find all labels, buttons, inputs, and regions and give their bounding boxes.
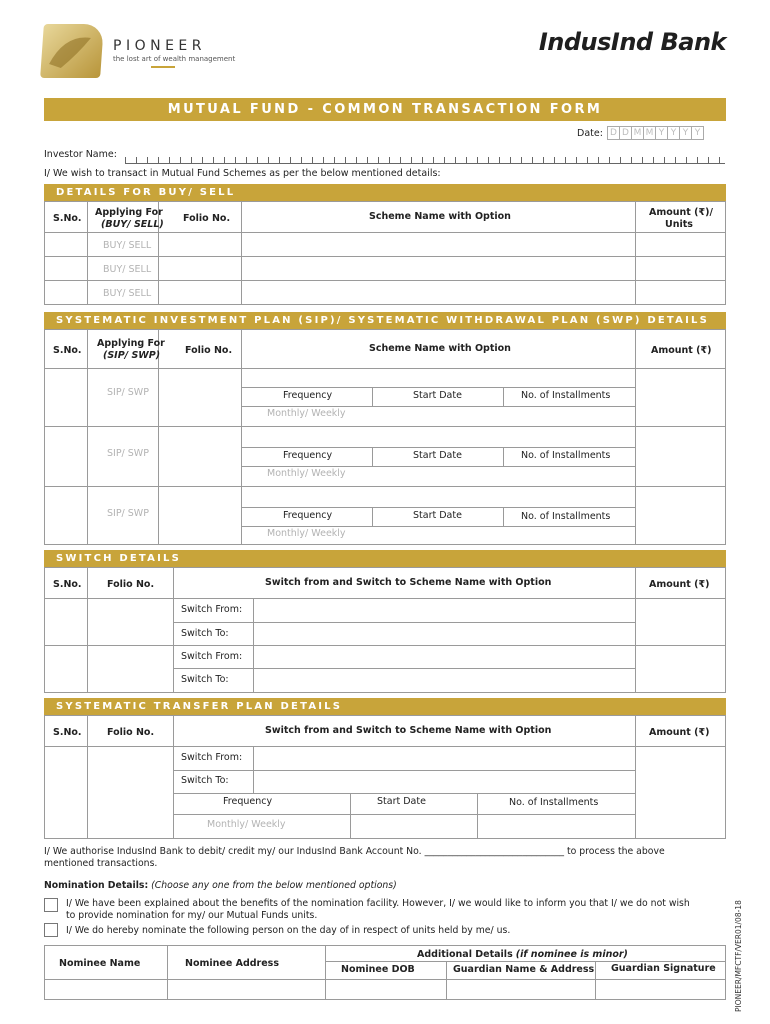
option-1-line-1: I/ We have been explained about the benefits of the nomination facility. However, I/ we would like to inform you that I/ we do not wish: [66, 898, 690, 909]
start-date-label: Start Date: [377, 796, 426, 807]
sip-row-2[interactable]: SIP/ SWP: [107, 448, 149, 459]
installments-label: No. of Installments: [521, 390, 611, 401]
col-nominee-dob: Nominee DOB: [341, 964, 415, 975]
date-box[interactable]: Y: [691, 126, 704, 140]
col-folio: Folio No.: [107, 579, 155, 590]
col-sno: S.No.: [53, 213, 82, 224]
col-folio: Folio No.: [107, 727, 155, 738]
date-label: Date:: [577, 128, 603, 139]
col-scheme: Switch from and Switch to Scheme Name with Option: [265, 725, 552, 736]
additional-details: [417, 949, 628, 960]
installments-label: No. of Installments: [521, 511, 611, 522]
authorise-line-1: I/ We authorise IndusInd Bank to debit/ credit my/ our IndusInd Bank Account No. ______________________________ to process the above: [44, 846, 665, 857]
frequency-option[interactable]: Monthly/ Weekly: [267, 528, 346, 539]
no-nomination-checkbox[interactable]: [44, 898, 58, 912]
col-nominee-name: Nominee Name: [59, 958, 141, 969]
col-amount: Amount (₹)/: [649, 207, 713, 218]
form-title: MUTUAL FUND - COMMON TRANSACTION FORM: [44, 98, 726, 121]
switch-table: [44, 567, 726, 693]
start-date-label: Start Date: [413, 390, 462, 401]
date-box[interactable]: D: [607, 126, 620, 140]
switch-to-label: Switch To:: [181, 674, 229, 685]
frequency-label: Frequency: [223, 796, 273, 807]
buy-sell-table: [44, 201, 726, 305]
sip-swp-table: [44, 329, 726, 545]
col-folio: Folio No.: [185, 345, 233, 356]
date-box[interactable]: M: [643, 126, 656, 140]
installments-label: No. of Installments: [509, 797, 599, 808]
pioneer-logo-text: PIONEER: [113, 38, 206, 54]
buy-sell-row-3[interactable]: BUY/ SELL: [103, 288, 152, 299]
switch-from-label: Switch From:: [181, 752, 243, 763]
frequency-option[interactable]: Monthly/ Weekly: [207, 819, 286, 830]
col-scheme: Switch from and Switch to Scheme Name with Option: [265, 577, 552, 588]
frequency-label: Frequency: [283, 390, 333, 401]
pioneer-logo-emblem: [40, 24, 104, 78]
nominee-table: [44, 945, 726, 1000]
nominate-checkbox[interactable]: [44, 923, 58, 937]
col-applying-for: Applying For: [97, 338, 165, 349]
sip-row-3[interactable]: SIP/ SWP: [107, 508, 149, 519]
col-folio: Folio No.: [183, 213, 231, 224]
additional-note: (if nominee is minor): [515, 949, 628, 960]
col-amount-sub: Units: [665, 219, 693, 230]
option-1-line-2: to provide nomination for my/ our Mutual Funds units.: [66, 910, 318, 921]
col-guardian-name: Guardian Name & Address: [453, 964, 595, 975]
col-amount: Amount (₹): [649, 579, 710, 590]
bank-logo: IndusInd Bank: [538, 28, 726, 56]
start-date-label: Start Date: [413, 450, 462, 461]
pioneer-logo-tagline: the lost art of wealth management: [113, 55, 236, 63]
sip-row-1[interactable]: SIP/ SWP: [107, 387, 149, 398]
nomination-label: Nomination Details:: [44, 880, 149, 891]
col-sno: S.No.: [53, 727, 82, 738]
frequency-option[interactable]: Monthly/ Weekly: [267, 408, 346, 419]
date-boxes[interactable]: [608, 126, 704, 140]
logo-underline: [151, 66, 175, 68]
intro-text: I/ We wish to transact in Mutual Fund Schemes as per the below mentioned details:: [44, 168, 441, 179]
col-nominee-address: Nominee Address: [185, 958, 279, 969]
investor-name-field[interactable]: [125, 157, 725, 164]
nomination-note: (Choose any one from the below mentioned options): [151, 880, 397, 891]
stp-section-title: SYSTEMATIC TRANSFER PLAN DETAILS: [44, 698, 726, 715]
col-scheme: Scheme Name with Option: [369, 343, 511, 354]
col-sno: S.No.: [53, 345, 82, 356]
col-applying-for: Applying For: [95, 207, 163, 218]
additional-label: Additional Details: [417, 949, 513, 960]
switch-to-label: Switch To:: [181, 775, 229, 786]
switch-from-label: Switch From:: [181, 651, 243, 662]
frequency-option[interactable]: Monthly/ Weekly: [267, 468, 346, 479]
date-box[interactable]: M: [631, 126, 644, 140]
nomination-heading: [44, 880, 397, 891]
switch-section-title: SWITCH DETAILS: [44, 550, 726, 567]
form-version-code: PIONEER/MFCTF/VER01/08-18: [734, 900, 743, 1012]
option-2: I/ We do hereby nominate the following person on the day of in respect of units held by me/ us.: [66, 925, 511, 936]
date-box[interactable]: Y: [667, 126, 680, 140]
date-box[interactable]: D: [619, 126, 632, 140]
date-box[interactable]: Y: [655, 126, 668, 140]
start-date-label: Start Date: [413, 510, 462, 521]
buy-sell-section-title: DETAILS FOR BUY/ SELL: [44, 184, 726, 201]
sip-swp-section-title: SYSTEMATIC INVESTMENT PLAN (SIP)/ SYSTEMATIC WITHDRAWAL PLAN (SWP) DETAILS: [44, 312, 726, 329]
buy-sell-row-1[interactable]: BUY/ SELL: [103, 240, 152, 251]
buy-sell-row-2[interactable]: BUY/ SELL: [103, 264, 152, 275]
authorise-line-2: mentioned transactions.: [44, 858, 158, 869]
col-applying-for-sub: (SIP/ SWP): [103, 350, 161, 361]
col-applying-for-sub: (BUY/ SELL): [101, 219, 164, 230]
stp-table: [44, 715, 726, 839]
switch-from-label: Switch From:: [181, 604, 243, 615]
frequency-label: Frequency: [283, 510, 333, 521]
investor-name-label: Investor Name:: [44, 149, 117, 160]
switch-to-label: Switch To:: [181, 628, 229, 639]
col-amount: Amount (₹): [649, 727, 710, 738]
installments-label: No. of Installments: [521, 450, 611, 461]
date-box[interactable]: Y: [679, 126, 692, 140]
col-sno: S.No.: [53, 579, 82, 590]
frequency-label: Frequency: [283, 450, 333, 461]
col-scheme: Scheme Name with Option: [369, 211, 511, 222]
col-amount: Amount (₹): [651, 345, 712, 356]
col-guardian-signature: Guardian Signature: [611, 963, 716, 974]
